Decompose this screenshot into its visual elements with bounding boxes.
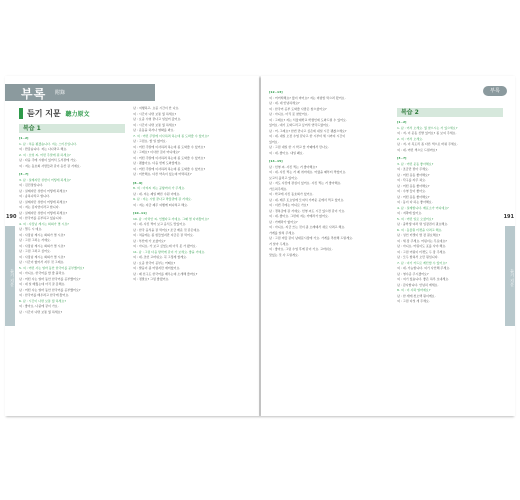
transcript-line: 여 : 어떤 주말에 이사하려 하는데 좀 도와줄 수 있어요?	[133, 166, 206, 171]
transcript-line: 남 : 시간이 없어서 지루 것 그래요.	[19, 260, 65, 264]
transcript-line: 남 : 어떤 운동 좋아해요?	[397, 183, 430, 188]
question-range-heading: [1~2]	[19, 136, 29, 140]
transcript-line: 가게를 알려 주세요.	[269, 230, 296, 235]
transcript-line: 1. 남 : 어서 오세요. 뭘 찾으시는 거 있으세요?	[397, 125, 458, 130]
transcript-line: 여 : 저는 지금 제주 여행에 떠나려고 해요.	[133, 202, 189, 207]
transcript-line: 남 : 저, 이 목도리 좀 다른 색으로 바꿔 주세요.	[397, 142, 458, 146]
transcript-line: 남 : 경복궁에 갈 거예요. 선영 씨도 시간 있으면 같이 가요.	[269, 208, 346, 213]
transcript-line: 남 : 어떤 운동 좋아해요?	[397, 172, 430, 177]
transcript-line: 남 : 한국 음식을 잘 먹어요? 조금 매운 것 같은데요.	[133, 227, 201, 232]
transcript-line: 거 알아 두세요.	[269, 241, 290, 246]
question-range-heading: [3~7]	[19, 172, 29, 176]
transcript-line: 남 : 중학생 여러 명 입장권이 필요해요.	[397, 222, 449, 226]
transcript-line: 여 : 조금만 깎아 주세요.	[397, 167, 429, 171]
transcript-line: 여 : 정말요? 그럼 좋겠어요.	[133, 277, 170, 281]
transcript-line: 남 : 실례지만 성함이 어떻게 되세요?	[19, 199, 67, 204]
transcript-line: 남 : 다음 주에 시험이 있어서 도서관에 가요.	[19, 158, 77, 162]
transcript-line: 남 : 감사합니다. 안녕히 계세요.	[397, 282, 439, 287]
transcript-line: 남 : 시간이 나면 보통 뭘 하세요?	[19, 309, 63, 314]
transcript-column-right-2	[397, 120, 501, 305]
transcript-line: 여 : 한국어 공부 도와줄 사람은 찾으셨어요?	[269, 106, 327, 111]
transcript-line: 여 : 어떤 주말에 이사하려 하는데 좀 도와줄 수 있어요?	[133, 155, 206, 160]
transcript-line: 4. 여 : 사장님 계시는 회의가 몇 시죠?	[19, 221, 69, 226]
transcript-line: 여 : 좋아요, 그럼 수업 후에 같이 가요. 고마워요.	[269, 247, 333, 251]
transcript-line: 남 : 어, 그래요? 한번 만나고 싶은데 내일 시간 괜찮으세요?	[269, 128, 347, 133]
transcript-line: 여 : 네, 가능합니다. 여기 사인해 주세요.	[397, 266, 451, 270]
transcript-line: 여 : 송하나라고 합니다.	[19, 194, 50, 198]
transcript-line: 여 : 반갑습니다. 저는 나나라고 해요.	[19, 147, 68, 151]
transcript-line: 남 : 네, 네 안녕하세요?	[269, 101, 300, 105]
transcript-line: 여 : 시간이 나면 보통 뭘 하세요?	[133, 111, 177, 116]
transcript-line: 여 : 저는 김지연이라고 합니다.	[19, 205, 60, 209]
transcript-line: 남 : 네, 저는 제일 빠른 수원 이에요.	[133, 191, 181, 196]
transcript-line: 남 : 선영 씨, 사진 찍는 거 좋아해요?	[269, 164, 317, 169]
review-label: 복습 1	[19, 124, 125, 133]
transcript-line: 남 : 열두 시 예요.	[19, 227, 43, 231]
transcript-line: 여 : 시간이 나면 보통 뭘 하세요?	[133, 122, 177, 127]
question-range-heading: [1~2]	[397, 120, 407, 124]
transcript-column-left-2	[133, 106, 251, 283]
question-range-heading: [10~11]	[133, 211, 147, 215]
transcript-line: 여 : 네, 조언 고마워요. 꼭 그렇게 할게요.	[133, 255, 188, 259]
transcript-line: 여 : 학교에 사진 동호회가 있어요.	[269, 192, 314, 196]
transcript-line: 남 : 그럼 저랑 같이 남대문시장에 가요. 가게를 추천해 드릴게요.	[269, 236, 353, 240]
transcript-line: 남 : 그럼 그러고 싶어요.	[19, 249, 51, 253]
transcript-line: 7. 여 : 어떤 주말에 이사하려 하는데 좀 도와줄 수 있어요?	[133, 133, 209, 138]
review-label-2: 복습 2	[397, 108, 503, 117]
page-number-left: 190	[6, 214, 17, 220]
transcript-line: 남 : 저도 사진에 관심이 있어요. 사진 찍는 거 좋아해요.	[269, 181, 342, 185]
transcript-line: 남 : 네, 매주 토요일에 모여서 가까운 곳에서 찍고 있어요.	[269, 197, 345, 202]
transcript-column-right-1	[269, 90, 389, 258]
transcript-line: 여 : 네, 어떤 색으로 드릴까요?	[397, 147, 438, 152]
transcript-line: 남 : 아니요, 아직 못 찾았어요.	[269, 112, 309, 116]
transcript-line: 남 : 어떤 사는 얼마 동안 한국어를 공부했어요?	[19, 276, 81, 281]
transcript-line: 여 : 한국어를 공부하고 있습니다.	[19, 216, 63, 220]
transcript-line: 맛있는 것 사 드릴게요.	[269, 252, 299, 257]
transcript-line: 여 : 한국어를 배우려고 한국에 왔어요.	[19, 293, 70, 297]
transcript-line: 남 : 그럼 그러는 거예요.	[19, 238, 51, 242]
transcript-line: 남 : 운동을 하거나 영화를 봐요.	[133, 128, 175, 132]
transcript-line: 남 : 미안해요, 다른 약속이 있는데 어떡하죠?	[133, 172, 192, 176]
left-page	[5, 76, 259, 416]
transcript-line: 남 : 그럼요, 할 일 없어요.	[133, 139, 167, 143]
transcript-line: 남 : 부산에 가 보셨어요?	[133, 238, 166, 243]
transcript-line: 여 : 네, 사진 찍어 보고 음식도 맛있어요.	[133, 222, 187, 226]
side-tab-right: 듣기 지문	[505, 226, 515, 326]
transcript-line: 10. 남 : 마리안 씨, 인했다고 거예요. 그때 몇 다녀왔어요?	[133, 216, 209, 221]
appendix-pill: 부록	[483, 86, 507, 96]
transcript-line: 여 : 네, 좋아요. 그런데 저는 카메라가 없어요.	[269, 214, 329, 218]
transcript-line: 4. 남 : 실례합니다. 매표소가 어디예요?	[397, 205, 449, 210]
section-title-text: 듣기 지문	[27, 109, 61, 118]
transcript-line: 2. 여 : 흐엉 씨, 어떤 주말에 뭐 하세요?	[19, 152, 71, 157]
transcript-line: 있어요, 얘기 도와드리고 싶어서 연락드렸어요.	[269, 123, 330, 127]
page-number-right: 191	[503, 214, 514, 220]
transcript-line: 남 : 한 개에 천오백 원이에요.	[397, 293, 436, 298]
transcript-line: 남 : 실례지만 성함이 어떻게 되세요?	[19, 210, 67, 215]
transcript-line: 8. 여 : 이 사과 얼마예요?	[397, 288, 431, 292]
side-tab-left: 듣기 지문	[5, 226, 15, 326]
appendix-title: 부록	[21, 87, 47, 101]
transcript-line: 남 : 제 친구도 한국어를 배우는데 소개해 줄까요?	[133, 271, 198, 276]
transcript-line: 여 : 그럼 어린이 티켓도 두 장 주세요.	[397, 249, 447, 254]
transcript-line: 남 : 괜찮아요, 다음 번에 도와줄게요.	[133, 161, 182, 165]
appendix-title-hanja: 附錄	[55, 90, 66, 96]
transcript-line: 여 : 저, 이 운동 신발 있어요? 좀 보여 주세요.	[397, 131, 457, 135]
transcript-line: 여 : 어어떡해요? 많이 비어요? 저는 비빔밥 먹으러 왔어요.	[269, 95, 346, 100]
transcript-line: 여 : 김민정입니다.	[19, 183, 44, 187]
question-range-heading: [3~7]	[397, 156, 407, 160]
question-range-heading: [14~15]	[269, 159, 283, 163]
transcript-line: 남 : 성인 티켓이 몇 장 필요해요?	[397, 233, 441, 237]
transcript-line: 남 : 모두 합쳐서 오만 원입니다.	[397, 255, 439, 259]
transcript-line: 여 : 아니요, 한국어를 할 줄 몰라요.	[19, 271, 66, 275]
transcript-line: 3. 남 : 실례지만 성함이 어떻게 되세요?	[19, 177, 71, 182]
transcript-line: 여 : 동이 다 하는 좋아해요.	[397, 200, 433, 204]
transcript-line: 2. 여 : 어서 오세요.	[397, 136, 424, 141]
transcript-line: 여 : 탁구를 자주 쳐요.	[397, 178, 426, 182]
question-range-heading: [8~9]	[133, 180, 143, 185]
transcript-line: 여 : 네, 좋아요. 내일 봬요.	[269, 150, 304, 155]
right-page	[261, 76, 515, 416]
transcript-line: 1. 남 : 처음 뵙겠습니다. 저는 스티븐입니다.	[19, 141, 77, 146]
transcript-line: 여 : 세 장 주세요. 어린이는 무료예요?	[397, 238, 447, 243]
transcript-line: 7. 남 : 여기 카드로 계산할 수 있어요?	[397, 260, 447, 265]
transcript-line: 6. 남 : 시간이 나면 보통 뭘 하세요?	[19, 298, 66, 303]
transcript-line: 여 : 그럼 다섯 개 주세요.	[397, 299, 430, 303]
transcript-line: 남 : 요즘 수영 끝나고 일있어 갔어요.	[133, 117, 182, 121]
transcript-line: 여 : 좋아요, 나중에 같이 가요.	[19, 304, 59, 308]
transcript-line: 여 : 사장님 계시는 회의가 몇 시죠?	[19, 243, 65, 248]
transcript-line: 8. 여 : 아저씨 저는 공항까지 가 주세요.	[133, 186, 186, 190]
transcript-line: 여 : 사장님 계시는 회의가 몇 시죠?	[19, 254, 65, 259]
transcript-line: 가르쳐주세요.	[269, 186, 288, 191]
transcript-line: 남 : 카메라가 없어요?	[269, 219, 298, 224]
section-title-hanja: 聽力原文	[65, 111, 90, 118]
transcript-line: 남 : 요즘 한국어 공부는 어때요?	[133, 260, 176, 265]
transcript-line: 여 : 여기 있습니다. 좋은 하루 보내세요.	[397, 277, 450, 281]
transcript-line: 여 : 이번 주에는 어디로 가요?	[269, 203, 309, 207]
transcript-line: 여 : 그래요? 저는 서울대학교 학생인데 도와드릴 수 있어요.	[269, 117, 347, 122]
section-title	[19, 108, 94, 119]
transcript-line: 남 : 어떤 사는 얼마 동안 한국어를 공부했어요?	[19, 287, 81, 292]
transcript-line: 남 : 영수증 주시겠어요?	[397, 271, 429, 276]
transcript-line: 여 : 어떤 주말에 이사하려 하는데 좀 도와줄 수 있어요?	[133, 144, 206, 149]
transcript-line: 여 : 네, 사진 찍는 거 제 취미예요. 어렸을 때부터 찍었어요.	[269, 170, 347, 174]
transcript-line: 5. 여 : 어떤 일로 오셨어요?	[397, 216, 434, 221]
transcript-line: 여 : 네 일 배웠는데 아직 잘 못해요.	[19, 282, 66, 286]
transcript-line: 5. 여 : 어떤 사는 얼마 동안 한국어를 공부했어요?	[19, 265, 85, 270]
transcript-line: 남 : 여행하고, 요즘 시간이 안 나요.	[133, 106, 180, 110]
transcript-line: 6. 여 : 동물원 티켓을 사려고 해요.	[397, 227, 443, 232]
question-range-heading: [12~13]	[269, 90, 283, 94]
transcript-line: 여 : 저는 동호회 사람들과 같이 등산 갈 거예요.	[19, 163, 81, 168]
transcript-line: 3. 남 : 어떤 운동 좋아해요?	[397, 161, 434, 166]
transcript-line: 남 : 그래요? 이사한 집이 어디예요?	[133, 150, 180, 154]
transcript-line: 9. 남 : 저는 시합 끝나고 박물관에 갈 거예요.	[133, 197, 192, 201]
transcript-line: 여 : 사장님 계시는 회의가 몇 시죠?	[19, 232, 65, 237]
transcript-line: 남 : 실례지만 성함이 어떻게 되세요?	[19, 188, 67, 193]
transcript-line: 여 : 처음에는 좀 힘들었지만 지금은 잘 먹어요.	[133, 233, 194, 237]
transcript-line: 여 : 발음이 좀 어렵지만 재미있어요.	[133, 266, 181, 270]
transcript-line: 여 : 네, 내일 오전 수업 끝나고 한 시부터 세 시까지 시간이	[269, 134, 346, 138]
transcript-line: 남 : 그럼 내일 한 시 학교 앞 카페에서 만나요.	[269, 145, 329, 149]
transcript-line: 있어요.	[269, 139, 279, 144]
transcript-line: 남 : 아니요, 어린이도 표를 사야 해요.	[397, 244, 447, 248]
transcript-line: 여 : 수영 들이 좋아요.	[397, 189, 426, 193]
transcript-column-left-1	[19, 136, 127, 315]
transcript-line: 여 : 아니요, 지금 쓰는 것이 좀 오래돼서 새로 사려고 해요.	[269, 225, 346, 229]
transcript-line: 여 : 저쪽에 있어요.	[397, 211, 423, 215]
transcript-line: 여 : 아니요, 가 보고 싶었는데 아직 못 가 봤어요.	[133, 244, 197, 248]
transcript-line: 11. 남 : 그럼 다음 방학에 같이 가 보세요. 좋을 거예요.	[133, 249, 206, 254]
transcript-line: 보고서 올리고 있어요.	[269, 175, 298, 180]
book-spread	[5, 76, 515, 416]
transcript-line: 남 : 어떤 운동 좋아해요?	[397, 194, 430, 199]
